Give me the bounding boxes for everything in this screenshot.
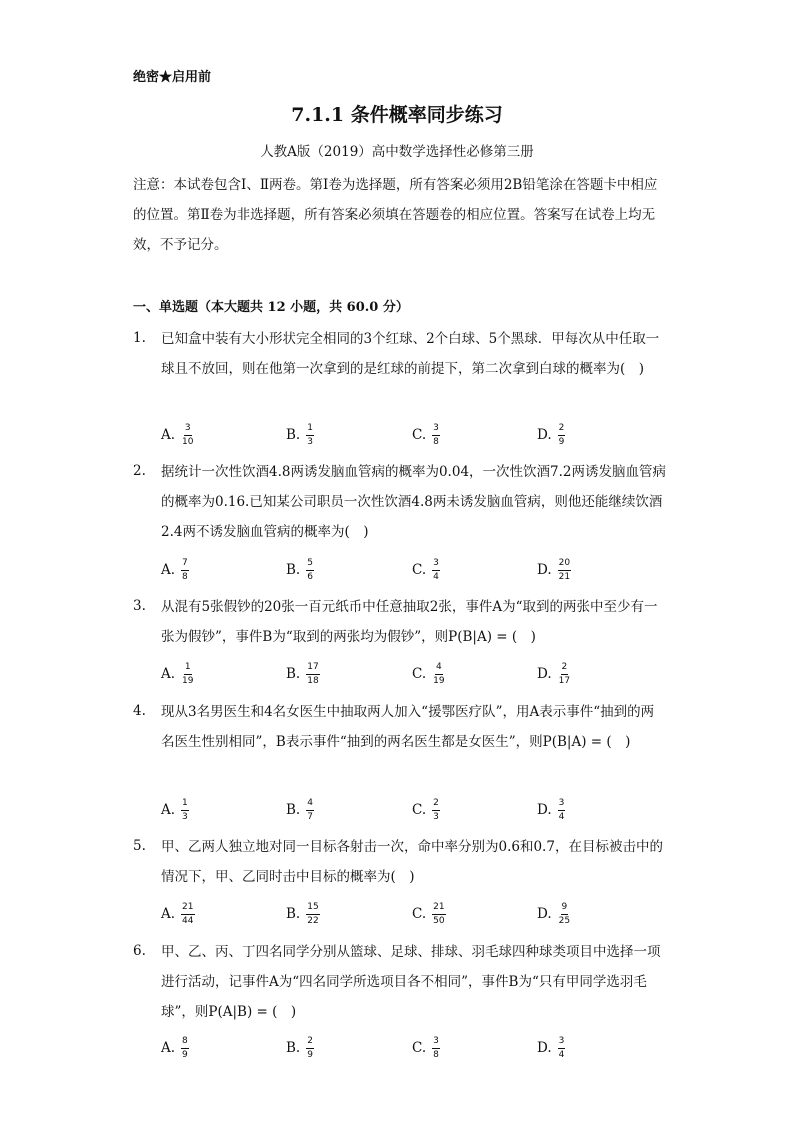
option-letter: D. (537, 1040, 552, 1056)
option-letter: A. (161, 802, 176, 818)
question-text: 从混有5张假钞的20张一百元纸币中任意抽取2张，事件A为“取到的两张中至少有一张为假钞”，事件B为“取到的两张均为假钞”，则P(B|A) = ( ) (161, 599, 658, 645)
option-letter: B. (286, 1040, 301, 1056)
fraction-numerator: 1 (306, 423, 314, 436)
fraction-numerator: 21 (432, 902, 445, 915)
fraction (306, 798, 314, 823)
fraction-numerator: 3 (558, 798, 566, 811)
option-letter: B. (286, 562, 301, 578)
fraction (558, 423, 566, 448)
option-c[interactable] (412, 421, 440, 449)
option-letter: A. (161, 906, 176, 922)
option-b[interactable] (286, 1034, 314, 1062)
fraction (432, 1036, 440, 1061)
fraction-numerator: 20 (558, 558, 571, 571)
question-text: 现从3名男医生和4名女医生中抽取两人加入“援鄂医疗队”，用A表示事件“抽到的两名医生性别相同”，B表示事件“抽到的两名医生都是女医生”，则P(B|A) = ( ) (161, 704, 655, 750)
fraction-numerator: 2 (306, 1036, 314, 1049)
fraction-denominator: 19 (182, 675, 194, 686)
option-d[interactable] (537, 421, 565, 449)
fraction-denominator: 4 (558, 1049, 565, 1060)
option-letter: B. (286, 802, 301, 818)
fraction-denominator: 3 (433, 811, 439, 822)
option-d[interactable] (537, 900, 571, 928)
option-d[interactable] (537, 556, 571, 584)
fraction-denominator: 17 (558, 675, 571, 686)
option-a[interactable] (161, 1034, 189, 1062)
option-d[interactable] (537, 660, 571, 688)
option-letter: A. (161, 562, 176, 578)
question-number: 6. (133, 943, 146, 959)
fraction (181, 902, 194, 927)
question-text: 据统计一次性饮酒4.8两诱发脑血管病的概率为0.04，一次性饮酒7.2两诱发脑血管病的概率为0.16.已知某公司职员一次性饮酒4.8两未诱发脑血管病，则他还能继续饮酒2.4两不诱发脑血管病的概率为( ) (161, 464, 666, 540)
fraction (306, 662, 319, 687)
option-letter: D. (537, 666, 552, 682)
option-letter: D. (537, 802, 552, 818)
option-a[interactable] (161, 556, 189, 584)
question-number: 5. (133, 838, 146, 854)
fraction-denominator: 8 (433, 1049, 439, 1060)
fraction (558, 1036, 566, 1061)
fraction-numerator: 17 (306, 662, 319, 675)
option-letter: D. (537, 427, 552, 443)
fraction-denominator: 8 (182, 571, 188, 582)
option-b[interactable] (286, 900, 320, 928)
question-text: 甲、乙、丙、丁四名同学分别从篮球、足球、排球、羽毛球四种球类项目中选择一项进行活动，记事件A为“四名同学所选项目各不相同”，事件B为“只有甲同学选羽毛球”，则P(A|B) = ( ) (161, 944, 661, 1020)
notice-text: 注意：本试卷包含Ⅰ、Ⅱ两卷。第Ⅰ卷为选择题，所有答案必须用2B铅笔涂在答题卡中相应的位置。第Ⅱ卷为非选择题，所有答案必须填在答题卷的相应位置。答案写在试卷上均无效，不予记分。 (133, 177, 658, 253)
fraction-numerator: 21 (181, 902, 194, 915)
fraction-numerator: 2 (432, 798, 440, 811)
options-row (161, 1034, 667, 1062)
option-letter: D. (537, 906, 552, 922)
fraction-denominator: 9 (307, 1049, 313, 1060)
fraction-numerator: 8 (181, 1036, 189, 1049)
fraction (181, 423, 194, 448)
option-a[interactable] (161, 796, 189, 824)
fraction-denominator: 44 (182, 915, 194, 926)
fraction (181, 662, 194, 687)
option-b[interactable] (286, 556, 314, 584)
question-number: 1. (133, 330, 146, 346)
fraction (306, 423, 314, 448)
fraction-denominator: 3 (307, 436, 313, 447)
fraction-denominator: 9 (182, 1049, 188, 1060)
fraction-numerator: 7 (181, 558, 189, 571)
option-letter: A. (161, 666, 176, 682)
fraction (432, 423, 440, 448)
fraction (181, 798, 189, 823)
option-letter: C. (412, 802, 427, 818)
fraction (432, 902, 445, 927)
fraction-numerator: 15 (306, 902, 319, 915)
fraction (181, 558, 189, 583)
secret-label: 绝密★启用前 (133, 70, 212, 85)
fraction-denominator: 22 (307, 915, 319, 926)
fraction-denominator: 50 (433, 915, 445, 926)
fraction-denominator: 4 (433, 571, 439, 582)
fraction (306, 902, 319, 927)
fraction-numerator: 9 (561, 902, 569, 915)
fraction-denominator: 3 (182, 811, 188, 822)
option-letter: B. (286, 906, 301, 922)
fraction-numerator: 1 (184, 662, 192, 675)
page-subtitle: 人教A版（2019）高中数学选择性必修第三册 (260, 144, 534, 160)
option-letter: C. (412, 1040, 427, 1056)
fraction-numerator: 1 (181, 798, 189, 811)
options-row (161, 660, 667, 688)
fraction-denominator: 10 (182, 436, 194, 447)
fraction-numerator: 3 (432, 423, 440, 436)
page-title: 7.1.1 条件概率同步练习 (291, 104, 503, 126)
options-row (161, 556, 667, 584)
option-b[interactable] (286, 421, 314, 449)
fraction (558, 798, 566, 823)
fraction (432, 798, 440, 823)
fraction (432, 558, 440, 583)
fraction-numerator: 2 (561, 662, 569, 675)
option-letter: C. (412, 906, 427, 922)
fraction-numerator: 3 (558, 1036, 566, 1049)
fraction-numerator: 4 (306, 798, 314, 811)
option-c[interactable] (412, 1034, 440, 1062)
option-c[interactable] (412, 796, 440, 824)
fraction-denominator: 6 (307, 571, 313, 582)
option-c[interactable] (412, 556, 440, 584)
option-letter: D. (537, 562, 552, 578)
question-text: 甲、乙两人独立地对同一目标各射击一次，命中率分别为0.6和0.7，在目标被击中的情况下，甲、乙同时击中目标的概率为( ) (161, 839, 663, 885)
question-number: 3. (133, 598, 146, 614)
option-letter: C. (412, 427, 427, 443)
fraction-denominator: 7 (307, 811, 313, 822)
option-a[interactable] (161, 660, 195, 688)
fraction-denominator: 21 (558, 571, 571, 582)
option-d[interactable] (537, 796, 565, 824)
option-c[interactable] (412, 660, 446, 688)
fraction-denominator: 19 (433, 675, 445, 686)
fraction-numerator: 2 (558, 423, 566, 436)
fraction (306, 558, 314, 583)
fraction (558, 558, 571, 583)
fraction (181, 1036, 189, 1061)
option-b[interactable] (286, 796, 314, 824)
question-number: 2. (133, 463, 146, 479)
option-letter: A. (161, 427, 176, 443)
option-a[interactable] (161, 421, 195, 449)
fraction (558, 902, 571, 927)
options-row (161, 900, 667, 928)
fraction-numerator: 3 (184, 423, 192, 436)
fraction-denominator: 4 (558, 811, 565, 822)
question-number: 4. (133, 703, 146, 719)
fraction-numerator: 3 (432, 558, 440, 571)
fraction-denominator: 18 (307, 675, 319, 686)
fraction-numerator: 4 (435, 662, 443, 675)
option-d[interactable] (537, 1034, 565, 1062)
fraction-numerator: 3 (432, 1036, 440, 1049)
option-a[interactable] (161, 900, 195, 928)
fraction (432, 662, 445, 687)
fraction-numerator: 5 (306, 558, 314, 571)
option-letter: B. (286, 666, 301, 682)
fraction-denominator: 8 (433, 436, 439, 447)
option-letter: A. (161, 1040, 176, 1056)
question-text: 已知盒中装有大小形状完全相同的3个红球、2个白球、5个黑球．甲每次从中任取一球且不放回，则在他第一次拿到的是红球的前提下，第二次拿到白球的概率为( ) (161, 331, 660, 377)
option-letter: B. (286, 427, 301, 443)
fraction (558, 662, 571, 687)
option-letter: C. (412, 562, 427, 578)
fraction-denominator: 25 (558, 915, 571, 926)
option-letter: C. (412, 666, 427, 682)
option-c[interactable] (412, 900, 446, 928)
section-title: 一、单选题（本大题共 12 小题，共 60.0 分） (133, 300, 409, 315)
fraction-denominator: 9 (558, 436, 565, 447)
option-b[interactable] (286, 660, 320, 688)
options-row (161, 796, 667, 824)
fraction (306, 1036, 314, 1061)
options-row (161, 421, 667, 449)
